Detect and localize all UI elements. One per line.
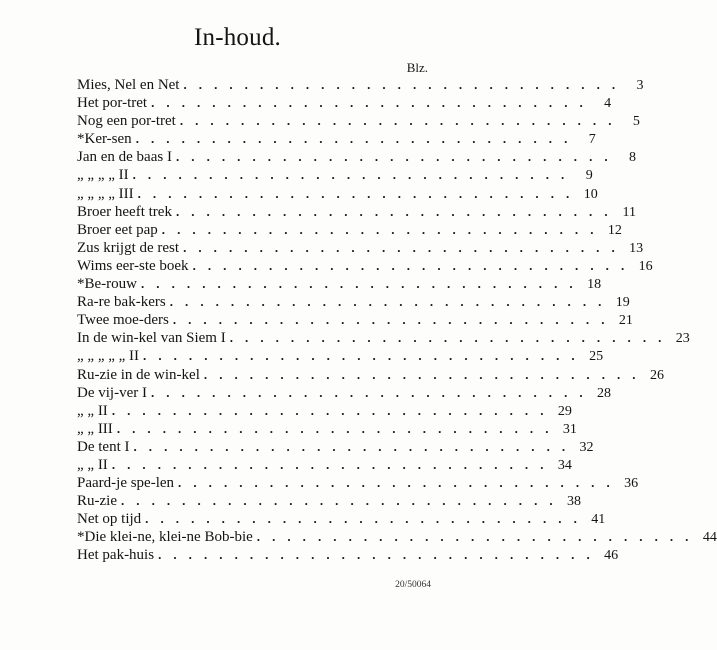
toc-entry-page: 19 (615, 295, 630, 311)
toc-entry-page: 16 (638, 258, 653, 274)
toc-entry-page: 36 (624, 476, 639, 492)
dot-leader: . . . . . . . . . . . . . . . . . . . . . . . . . . . . . (183, 77, 620, 92)
toc-entry-page: 11 (622, 204, 637, 220)
dot-leader: . . . . . . . . . . . . . . . . . . . . . . . . . . . . . (192, 257, 629, 273)
toc-entry-title: Zus krijgt de rest (77, 239, 180, 256)
toc-entry-title: Ru-zie in de win-kel (77, 366, 200, 383)
toc-entry-page: 38 (567, 494, 582, 510)
toc-entry-title: Wims eer-ste boek (77, 257, 189, 274)
toc-entry-title: Net op tijd (77, 511, 142, 528)
dot-leader: . . . . . . . . . . . . . . . . . . . . . . . . . . . . . (143, 348, 580, 364)
toc-entry[interactable] (77, 492, 582, 510)
toc-entry-page: 7 (588, 132, 596, 148)
toc-entry[interactable] (77, 76, 644, 94)
toc-entry[interactable] (77, 438, 594, 456)
dot-leader: . . . . . . . . . . . . . . . . . . . . . . . . . . . . . (145, 511, 582, 527)
toc-entry[interactable] (77, 275, 602, 293)
toc-entry-page: 10 (583, 186, 598, 202)
table-of-contents (77, 76, 717, 565)
dot-leader: . . . . . . . . . . . . . . . . . . . . . . . . . . . . . (135, 131, 572, 147)
dot-leader: . . . . . . . . . . . . . . . . . . . . . . . . . . . . . (150, 384, 588, 400)
toc-entry[interactable] (77, 203, 637, 221)
toc-entry[interactable] (77, 528, 717, 546)
toc-entry-page: 44 (702, 530, 717, 546)
toc-entry-page: 3 (636, 78, 644, 93)
dot-leader: . . . . . . . . . . . . . . . . . . . . . . . . . . . . . (203, 366, 640, 382)
dot-leader: . . . . . . . . . . . . . . . . . . . . . . . . . . . . . (111, 456, 548, 472)
toc-entry-title: Twee moe-ders (77, 312, 169, 329)
toc-entry-page: 9 (585, 168, 593, 184)
toc-entry[interactable] (77, 166, 593, 184)
toc-entry-page: 28 (597, 385, 612, 401)
toc-entry-page: 31 (562, 421, 577, 437)
toc-entry-page: 8 (629, 150, 637, 166)
toc-entry[interactable] (77, 384, 612, 402)
toc-entry-page: 21 (618, 313, 633, 329)
toc-entry-page: 41 (591, 512, 606, 528)
toc-entry-page: 18 (587, 277, 602, 293)
toc-entry[interactable] (77, 112, 640, 130)
page-column-header: Blz. (406, 60, 428, 75)
toc-entry-title: Het pak-huis (77, 547, 155, 564)
dot-leader: . . . . . . . . . . . . . . . . . . . . . . . . . . . . . (132, 167, 569, 183)
toc-entry-page: 12 (607, 222, 622, 238)
toc-entry[interactable] (77, 402, 572, 420)
dot-leader: . . . . . . . . . . . . . . . . . . . . . . . . . . . . . (158, 547, 595, 563)
toc-entry[interactable] (77, 293, 630, 311)
toc-entry-title: Paard-je spe-len (77, 475, 175, 492)
toc-entry-page: 34 (557, 457, 572, 473)
toc-entry-title: *Ker-sen (77, 131, 132, 148)
toc-entry[interactable] (77, 366, 664, 384)
toc-entry-page: 13 (629, 240, 644, 256)
toc-entry[interactable] (77, 239, 644, 257)
toc-entry[interactable] (77, 546, 619, 564)
dot-leader: . . . . . . . . . . . . . . . . . . . . . . . . . . . . . (137, 185, 574, 201)
toc-entry-title: Het por-tret (77, 95, 148, 112)
toc-entry[interactable] (77, 474, 639, 492)
toc-entry-title: Ra-re bak-kers (77, 294, 166, 311)
toc-entry-title: „ „ II (77, 402, 108, 419)
dot-leader: . . . . . . . . . . . . . . . . . . . . . . . . . . . . . (229, 330, 666, 346)
toc-entry-page: 23 (675, 331, 690, 347)
toc-entry-title: „ „ „ „ III (77, 185, 134, 202)
toc-entry[interactable] (77, 311, 633, 329)
dot-leader: . . . . . . . . . . . . . . . . . . . . . . . . . . . . . (175, 203, 613, 219)
dot-leader: . . . . . . . . . . . . . . . . . . . . . . . . . . . . . (179, 113, 616, 129)
dot-leader: . . . . . . . . . . . . . . . . . . . . . . . . . . . . . (178, 475, 615, 491)
toc-entry[interactable] (77, 148, 637, 166)
toc-entry-page: 4 (604, 96, 612, 112)
toc-entry-title: „ „ „ „ II (77, 167, 129, 184)
print-code: 20/50064 (395, 580, 431, 590)
toc-entry[interactable] (77, 257, 653, 275)
dot-leader: . . . . . . . . . . . . . . . . . . . . . . . . . . . . . (183, 239, 620, 255)
toc-entry-title: *Be-rouw (77, 276, 137, 293)
toc-entry-title: Jan en de baas I (77, 149, 172, 166)
toc-entry[interactable] (77, 510, 606, 528)
toc-entry[interactable] (77, 329, 690, 347)
dot-leader: . . . . . . . . . . . . . . . . . . . . . . . . . . . . . (172, 312, 609, 328)
dot-leader: . . . . . . . . . . . . . . . . . . . . . . . . . . . . . (111, 402, 548, 418)
toc-entry[interactable] (77, 221, 622, 239)
dot-leader: . . . . . . . . . . . . . . . . . . . . . . . . . . . . . (256, 529, 693, 545)
toc-entry[interactable] (77, 185, 598, 203)
toc-entry-title: De tent I (77, 438, 130, 455)
toc-entry-page: 46 (604, 548, 619, 564)
page-title: In-houd. (193, 24, 281, 51)
dot-leader: . . . . . . . . . . . . . . . . . . . . . . . . . . . . . (141, 276, 578, 292)
dot-leader: . . . . . . . . . . . . . . . . . . . . . . . . . . . . . (120, 493, 558, 509)
toc-entry-title: In de win-kel van Siem I (77, 330, 226, 347)
toc-entry-title: De vij-ver I (77, 384, 147, 401)
toc-entry-page: 5 (632, 114, 640, 130)
dot-leader: . . . . . . . . . . . . . . . . . . . . . . . . . . . . . (116, 420, 553, 436)
toc-entry[interactable] (77, 347, 604, 365)
dot-leader: . . . . . . . . . . . . . . . . . . . . . . . . . . . . . (133, 438, 570, 454)
toc-entry[interactable] (77, 420, 577, 438)
toc-entry-page: 29 (557, 403, 572, 419)
toc-entry-title: Ru-zie (77, 493, 117, 510)
dot-leader: . . . . . . . . . . . . . . . . . . . . . . . . . . . . . (161, 221, 598, 237)
toc-entry-title: Nog een por-tret (77, 113, 176, 130)
toc-entry-title: Mies, Nel en Net (77, 77, 180, 93)
dot-leader: . . . . . . . . . . . . . . . . . . . . . . . . . . . . . (175, 149, 613, 165)
toc-entry[interactable] (77, 130, 596, 148)
dot-leader: . . . . . . . . . . . . . . . . . . . . . . . . . . . . . (151, 95, 588, 111)
toc-entry-title: *Die klei-ne, klei-ne Bob-bie (77, 529, 253, 546)
toc-entry-title: „ „ III (77, 420, 113, 437)
toc-entry-title: Broer eet pap (77, 221, 158, 238)
toc-entry-page: 26 (649, 367, 664, 383)
toc-entry-title: Broer heeft trek (77, 203, 172, 220)
toc-entry[interactable] (77, 94, 612, 112)
toc-entry-title: „ „ „ „ „ II (77, 348, 140, 365)
toc-entry-page: 25 (589, 349, 604, 365)
dot-leader: . . . . . . . . . . . . . . . . . . . . . . . . . . . . . (169, 294, 606, 310)
toc-entry-title: „ „ II (77, 456, 108, 473)
toc-entry[interactable] (77, 456, 572, 474)
toc-entry-page: 32 (579, 439, 594, 455)
